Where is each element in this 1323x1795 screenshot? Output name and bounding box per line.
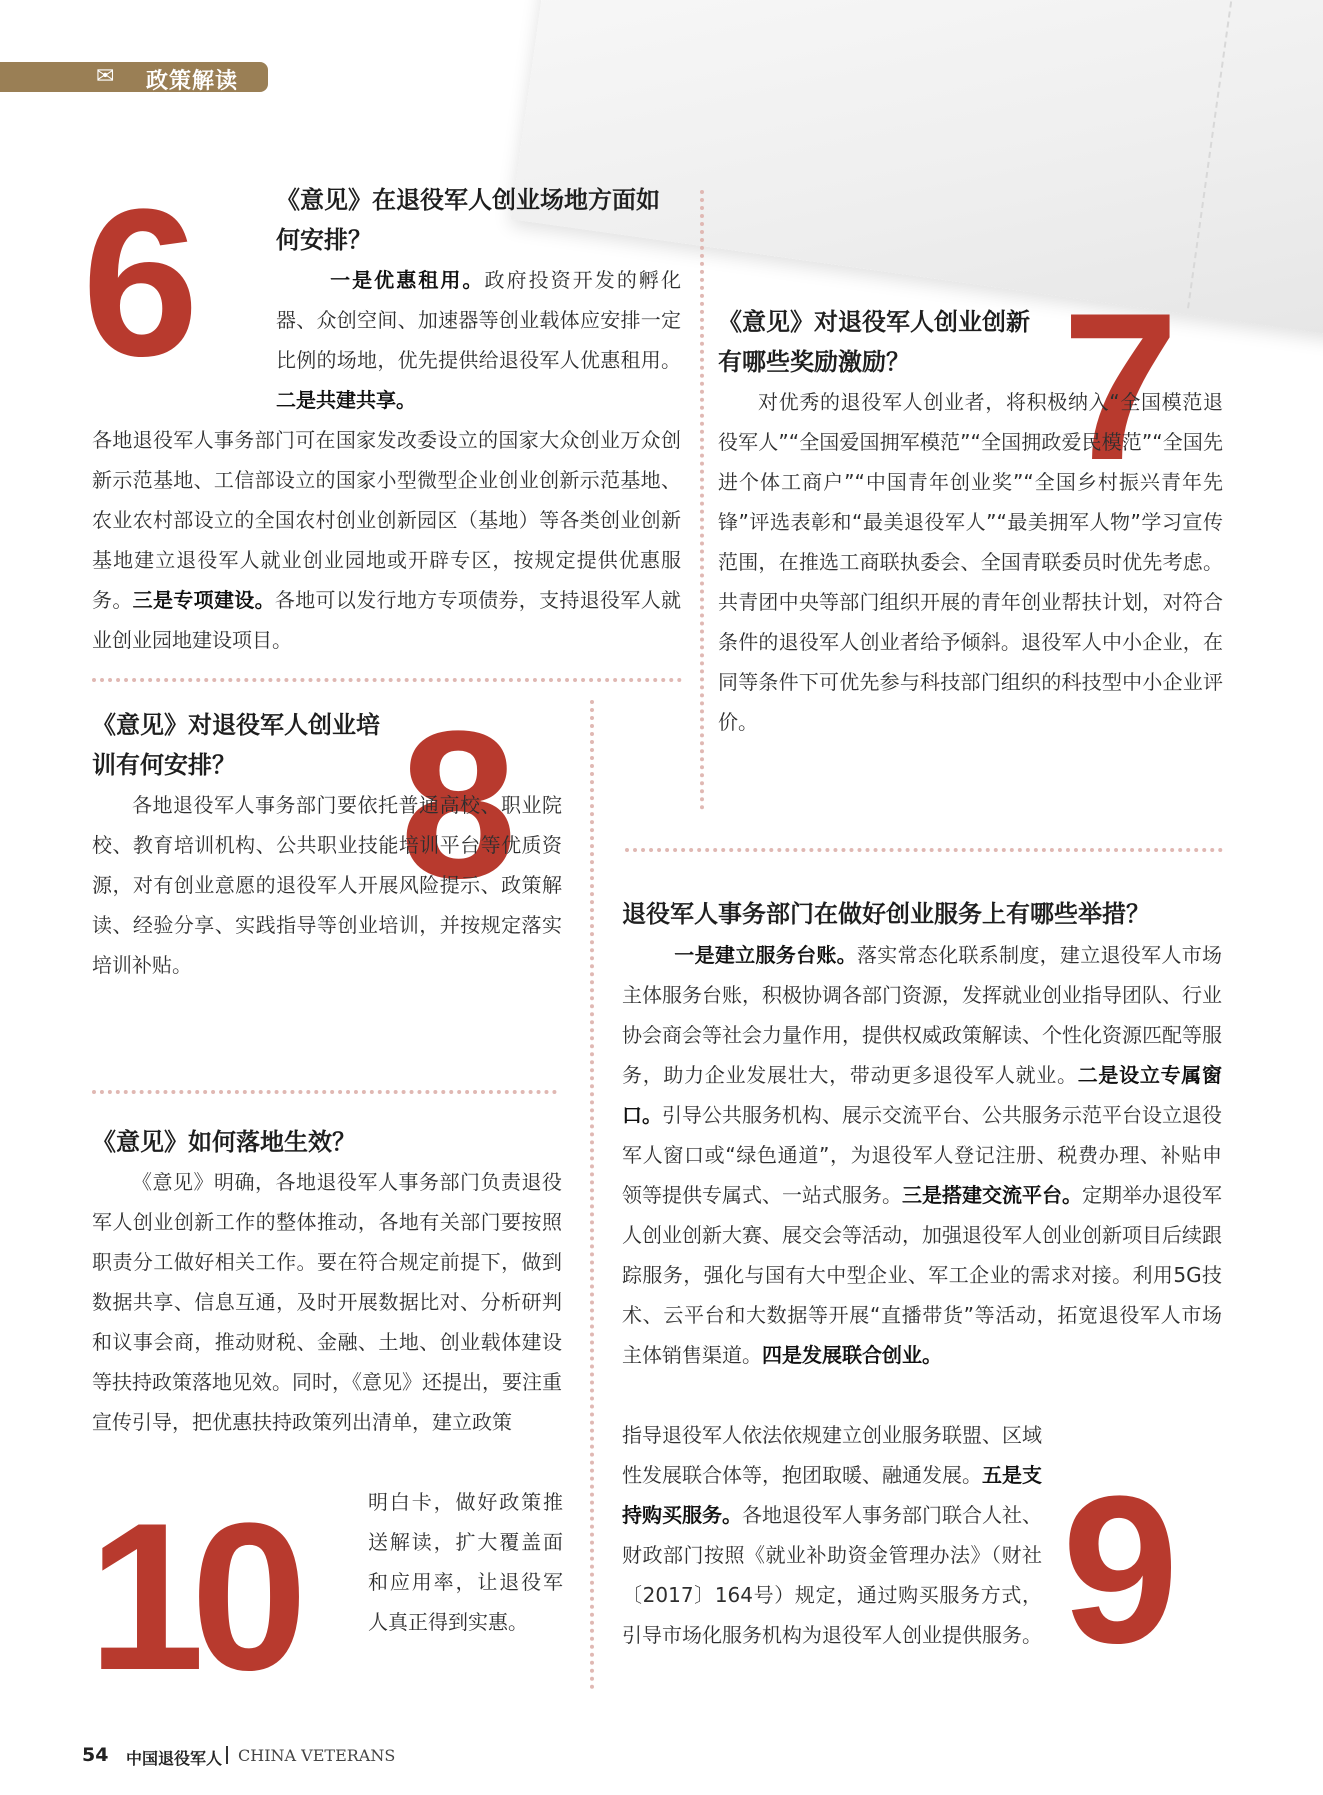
magazine-name-cn: 中国退役军人 xyxy=(126,1749,223,1768)
section-6-question: 《意见》在退役军人创业场地方面如何安排？ xyxy=(276,186,660,254)
sec9-point-4-text: 指导退役军人依法依规建立创业服务联盟、区域性发展联合体等，抱团取暖、融通发展。 xyxy=(622,1423,1042,1487)
section-tag-label: 政策解读 xyxy=(146,69,239,94)
magazine-name-en: CHINA VETERANS xyxy=(238,1746,396,1765)
section-9-question: 退役军人事务部门在做好创业服务上有哪些举措？ xyxy=(622,900,1150,928)
sec6-point-2-label: 二是共建共享。 xyxy=(276,388,416,412)
divider-8-10 xyxy=(92,1090,557,1094)
divider-6-8 xyxy=(92,678,682,682)
section-10-body-end: 明白卡，做好政策推送解读，扩大覆盖面和应用率，让退役军人真正得到实惠。 xyxy=(368,1490,563,1634)
sec6-point-3-label: 三是专项建设。 xyxy=(132,588,275,612)
hand-megaphone-icon: ✉ xyxy=(96,64,115,89)
sec6-point-1-label: 一是优惠租用。 xyxy=(328,268,485,292)
sec9-point-2-label: 二是设立专属窗口。 xyxy=(622,1063,1223,1127)
sec9-point-4-label: 四是发展联合创业。 xyxy=(762,1343,942,1367)
section-number-6: 6 xyxy=(82,165,199,400)
section-8-body: 各地退役军人事务部门要依托普通高校、职业院校、教育培训机构、公共职业技能培训平台等优质资源，对有创业意愿的退役军人开展风险提示、政策解读、经验分享、实践指导等创业培训，并按规定落实培训补贴。 xyxy=(92,793,562,977)
page-number: 54 xyxy=(82,1744,109,1766)
section-7-body: 对优秀的退役军人创业者，将积极纳入“全国模范退役军人”“全国爱国拥军模范”“全国拥政爱民模范”“全国先进个体工商户”“中国青年创业奖”“全国乡村振兴青年先锋”评选表彰和“最美退役军人”“最美拥军人物”学习宣传范围，在推选工商联执委会、全国青联委员时优先考虑。共青团中央等部门组织开展的青年创业帮扶计划，对符合条件的退役军人创业者给予倾斜。退役军人中小企业，在同等条件下可优先参与科技部门组织的科技型中小企业评价。 xyxy=(718,390,1223,734)
section-number-7: 7 xyxy=(1062,269,1179,504)
sec9-point-1-text: 落实常态化联系制度，建立退役军人市场主体服务台账，积极协调各部门资源，发挥就业创业指导团队、行业协会商会等社会力量作用，提供权威政策解读、个性化资源匹配等服务，助力企业发展壮大，带动更多退役军人就业。 xyxy=(622,943,1223,1087)
section-8-question: 《意见》对退役军人创业培训有何安排？ xyxy=(92,711,380,779)
sec9-point-5-text: 各地退役军人事务部门联合人社、财政部门按照《就业补助资金管理办法》（财社〔2017〕164号）规定，通过购买服务方式，引导市场化服务机构为退役军人创业提供服务。 xyxy=(622,1503,1042,1647)
sec9-point-3-label: 三是搭建交流平台。 xyxy=(902,1183,1082,1207)
section-7-question: 《意见》对退役军人创业创新有哪些奖励激励？ xyxy=(718,308,1030,376)
section-10-body: 《意见》明确，各地退役军人事务部门负责退役军人创业创新工作的整体推动，各地有关部门要按照职责分工做好相关工作。要在符合规定前提下，做到数据共享、信息互通，及时开展数据比对、分析研判和议事会商，推动财税、金融、土地、创业载体建设等扶持政策落地见效。同时，《意见》还提出，要注重宣传引导，把优惠扶持政策列出清单，建立政策 xyxy=(92,1170,562,1434)
section-9-body xyxy=(622,935,1222,1375)
sec6-point-1-text: 政府投资开发的孵化器、众创空间、加速器等创业载体应安排一定比例的场地，优先提供给退役军人优惠租用。 xyxy=(276,268,681,372)
sec6-point-2-text: 各地退役军人事务部门可在国家发改委设立的国家大众创业万众创新示范基地、工信部设立的国家小型微型企业创业创新示范基地、农业农村部设立的全国农村创业创新园区（基地）等各类创业创新基地建立退役军人就业创业园地或开辟专区，按规定提供优惠服务。 xyxy=(92,428,681,612)
section-6-body-bottom xyxy=(92,420,681,660)
section-number-8: 8 xyxy=(400,687,517,922)
sec6-point-3-text: 各地可以发行地方专项债券，支持退役军人就业创业园地建设项目。 xyxy=(92,588,682,652)
section-10-question: 《意见》如何落地生效？ xyxy=(92,1128,356,1156)
sec9-point-5-label: 五是支持购买服务。 xyxy=(622,1463,1042,1527)
section-6-body-top xyxy=(276,260,681,420)
section-9-body-narrow xyxy=(622,1415,1042,1655)
sec9-point-3-text: 定期举办退役军人创业创新大赛、展交会等活动，加强退役军人创业创新项目后续跟踪服务，强化与国有大中型企业、军工企业的需求对接。利用5G技术、云平台和大数据等开展“直播带货”等活动，拓宽退役军人市场主体销售渠道。 xyxy=(622,1183,1222,1367)
section-number-10: 10 xyxy=(88,1479,294,1714)
divider-vertical-6-7 xyxy=(700,190,704,810)
footer-separator xyxy=(226,1746,228,1764)
sec9-point-2-text: 引导公共服务机构、展示交流平台、公共服务示范平台设立退役军人窗口或“绿色通道”，为退役军人登记注册、税费办理、补贴申领等提供专属式、一站式服务。 xyxy=(622,1103,1222,1207)
divider-vertical-8-9 xyxy=(590,700,594,1690)
divider-7-9 xyxy=(625,848,1223,852)
sec9-point-1-label: 一是建立服务台账。 xyxy=(674,943,857,967)
section-number-9: 9 xyxy=(1062,1452,1179,1687)
